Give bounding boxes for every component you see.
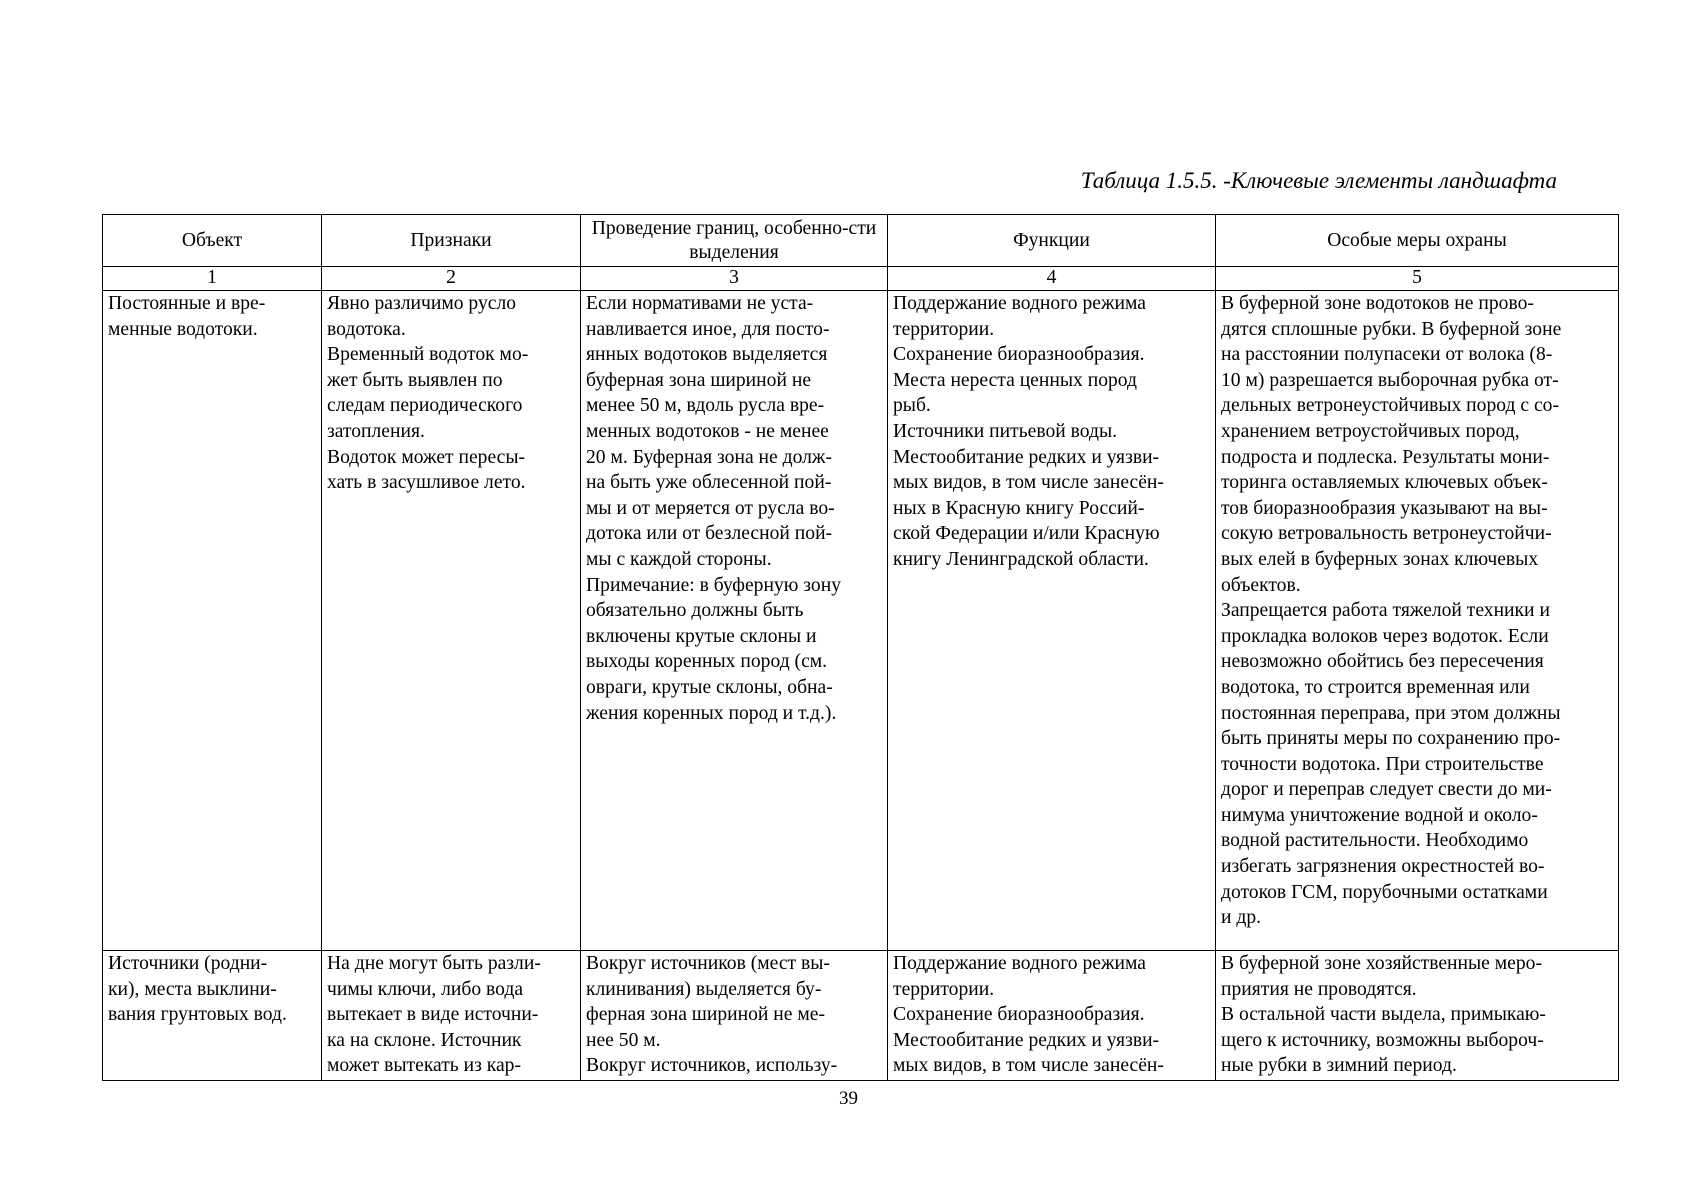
cell-text-line: янных водотоков выделяется — [586, 344, 828, 366]
cell-text-line: мых видов, в том числе занесён- — [893, 1055, 1164, 1077]
cell-text-line: на быть уже облесенной пой- — [586, 472, 832, 494]
table-row-springs — [103, 951, 1619, 1081]
cell-text-line: Сохранение биоразнообразия. — [893, 344, 1145, 366]
page-number: 39 — [839, 1088, 858, 1109]
cell-text-line: Примечание: в буферную зону — [586, 574, 841, 596]
cell-text-line: следам периодического — [327, 395, 523, 417]
cell-text-line: обязательно должны быть — [586, 600, 804, 622]
cell-protection — [1216, 951, 1619, 1081]
cell-text-line: невозможно обойтись без пересечения — [1221, 651, 1544, 673]
cell-text-line: овраги, крутые склоны, обна- — [586, 676, 833, 698]
cell-text-line: В остальной части выдела, примыкаю- — [1221, 1004, 1546, 1026]
cell-text-line: точности водотока. При строительстве — [1221, 753, 1544, 775]
table-caption: Таблица 1.5.5. -Ключевые элементы ландшафта — [1080, 168, 1557, 193]
cell-text-line: Поддержание водного режима — [893, 293, 1146, 314]
header-object: Объект — [103, 215, 322, 267]
cell-text-line: Вокруг источников (мест вы- — [586, 953, 830, 974]
cell-signs — [322, 291, 581, 951]
cell-boundaries — [581, 951, 888, 1081]
cell-text-line: щего к источнику, возможны выбороч- — [1221, 1029, 1544, 1051]
cell-text-line: клинивания) выделяется бу- — [586, 978, 822, 1000]
cell-text-line: навливается иное, для посто- — [586, 318, 830, 340]
cell-text-line: нимума уничтожение водной и около- — [1221, 804, 1538, 826]
cell-text-line: мы с каждой стороны. — [586, 548, 772, 570]
cell-boundaries — [581, 291, 888, 951]
cell-text-line: дельных ветронеустойчивых пород с со- — [1221, 395, 1559, 417]
cell-text-line: может вытекать из кар- — [327, 1055, 521, 1077]
cell-text-line: 10 м) разрешается выборочная рубка от- — [1221, 369, 1559, 391]
table-header-row — [103, 215, 1619, 267]
cell-text-line: вых елей в буферных зонах ключевых — [1221, 548, 1539, 570]
cell-text-line: жения коренных пород и т.д.). — [586, 702, 837, 724]
column-number: 1 — [103, 267, 322, 291]
cell-text-line: Вокруг источников, использу- — [586, 1055, 838, 1077]
cell-functions — [888, 291, 1216, 951]
cell-text-line: сокую ветровальность ветронеустойчи- — [1221, 523, 1552, 545]
cell-text-line: чимы ключи, либо вода — [327, 978, 524, 1000]
cell-text-line: Источники питьевой воды. — [893, 420, 1118, 442]
cell-text-line: Временный водоток мо- — [327, 344, 529, 366]
cell-text-line: Запрещается работа тяжелой техники и — [1221, 600, 1550, 622]
table-row-watercourses — [103, 291, 1619, 951]
cell-text-line: Источники (родни- — [108, 953, 268, 974]
column-number: 5 — [1216, 267, 1619, 291]
cell-text-line: мы и от меряется от русла во- — [586, 497, 835, 519]
cell-text-line: территории. — [893, 978, 995, 1000]
cell-text-line: Если нормативами не уста- — [586, 293, 814, 314]
header-boundaries: Проведение границ, особенно-сти выделения — [581, 215, 888, 267]
cell-text-line: затопления. — [327, 420, 425, 442]
cell-text-line: постоянная переправа, при этом должны — [1221, 702, 1561, 724]
cell-text-line: избегать загрязнения окрестностей во- — [1221, 856, 1545, 878]
cell-text-line: территории. — [893, 318, 995, 340]
cell-text-line: дятся сплошные рубки. В буферной зоне — [1221, 318, 1562, 340]
cell-text-line: водотока. — [327, 318, 406, 340]
cell-text-line: ка на склоне. Источник — [327, 1029, 522, 1051]
cell-text-line: мых видов, в том числе занесён- — [893, 472, 1164, 494]
cell-text-line: 20 м. Буферная зона не долж- — [586, 446, 832, 468]
cell-text-line: ферная зона шириной не ме- — [586, 1004, 826, 1026]
cell-text-line: водотока, то строится временная или — [1221, 676, 1530, 698]
cell-functions — [888, 951, 1216, 1081]
cell-text-line: выходы коренных пород (см. — [586, 651, 828, 673]
cell-text-line: быть приняты меры по сохранению про- — [1221, 728, 1561, 750]
cell-signs — [322, 951, 581, 1081]
cell-text-line: подроста и подлеска. Результаты мони- — [1221, 446, 1550, 468]
cell-text-line: прокладка волоков через водоток. Если — [1221, 625, 1549, 647]
cell-text-line: нее 50 м. — [586, 1029, 661, 1051]
cell-text-line: буферная зона шириной не — [586, 369, 812, 391]
cell-text-line: ные рубки в зимний период. — [1221, 1055, 1457, 1077]
cell-text-line: ки), места выклини- — [108, 978, 277, 1000]
cell-text-line: тов биоразнообразия указывают на вы- — [1221, 497, 1548, 519]
cell-text-line: хранением ветроустойчивых пород, — [1221, 420, 1520, 442]
cell-text-line: Места нереста ценных пород — [893, 369, 1137, 391]
cell-text-line: ской Федерации и/или Красную — [893, 523, 1160, 545]
cell-text-line: В буферной зоне водотоков не прово- — [1221, 293, 1534, 314]
header-protection: Особые меры охраны — [1216, 215, 1619, 267]
header-functions: Функции — [888, 215, 1216, 267]
header-signs: Признаки — [322, 215, 581, 267]
cell-text-line: дорог и переправ следует свести до ми- — [1221, 779, 1552, 801]
column-number: 2 — [322, 267, 581, 291]
cell-text-line: В буферной зоне хозяйственные меро- — [1221, 953, 1542, 974]
cell-text-line: вытекает в виде источни- — [327, 1004, 539, 1026]
cell-text-line: рыб. — [893, 395, 931, 417]
cell-text-line: хать в засушливое лето. — [327, 472, 526, 494]
column-number: 4 — [888, 267, 1216, 291]
landscape-elements-table — [102, 214, 1619, 1081]
column-number-row — [103, 267, 1619, 291]
cell-text-line: дотока или от безлесной пой- — [586, 523, 833, 545]
cell-text-line: Местообитание редких и уязви- — [893, 1029, 1160, 1051]
cell-text-line: включены крутые склоны и — [586, 625, 817, 647]
cell-text-line: Явно различимо русло — [327, 293, 517, 314]
cell-text-line: Местообитание редких и уязви- — [893, 446, 1160, 468]
cell-text-line: водной растительности. Необходимо — [1221, 830, 1529, 852]
cell-text-line: менных водотоков - не менее — [586, 420, 829, 442]
cell-text-line: жет быть выявлен по — [327, 369, 503, 391]
cell-text-line: и др. — [1221, 907, 1262, 929]
cell-text-line: Водоток может пересы- — [327, 446, 526, 468]
cell-text-line: На дне могут быть разли- — [327, 953, 541, 974]
cell-text-line: Сохранение биоразнообразия. — [893, 1004, 1145, 1026]
cell-object — [103, 951, 322, 1081]
cell-text-line: менее 50 м, вдоль русла вре- — [586, 395, 825, 417]
cell-text-line: торинга оставляемых ключевых объек- — [1221, 472, 1548, 494]
cell-protection — [1216, 291, 1619, 951]
column-number: 3 — [581, 267, 888, 291]
cell-text-line: ных в Красную книгу Россий- — [893, 497, 1145, 519]
cell-text-line: на расстоянии полупасеки от волока (8- — [1221, 344, 1553, 366]
cell-text-line: объектов. — [1221, 574, 1301, 596]
cell-text-line: менные водотоки. — [108, 318, 258, 340]
cell-text-line: Поддержание водного режима — [893, 953, 1146, 974]
cell-text-line: книгу Ленинградской области. — [893, 548, 1149, 570]
cell-text-line: приятия не проводятся. — [1221, 978, 1417, 1000]
cell-text-line: Постоянные и вре- — [108, 293, 266, 314]
cell-object — [103, 291, 322, 951]
cell-text-line: дотоков ГСМ, порубочными остатками — [1221, 881, 1548, 903]
cell-text-line: вания грунтовых вод. — [108, 1004, 287, 1026]
